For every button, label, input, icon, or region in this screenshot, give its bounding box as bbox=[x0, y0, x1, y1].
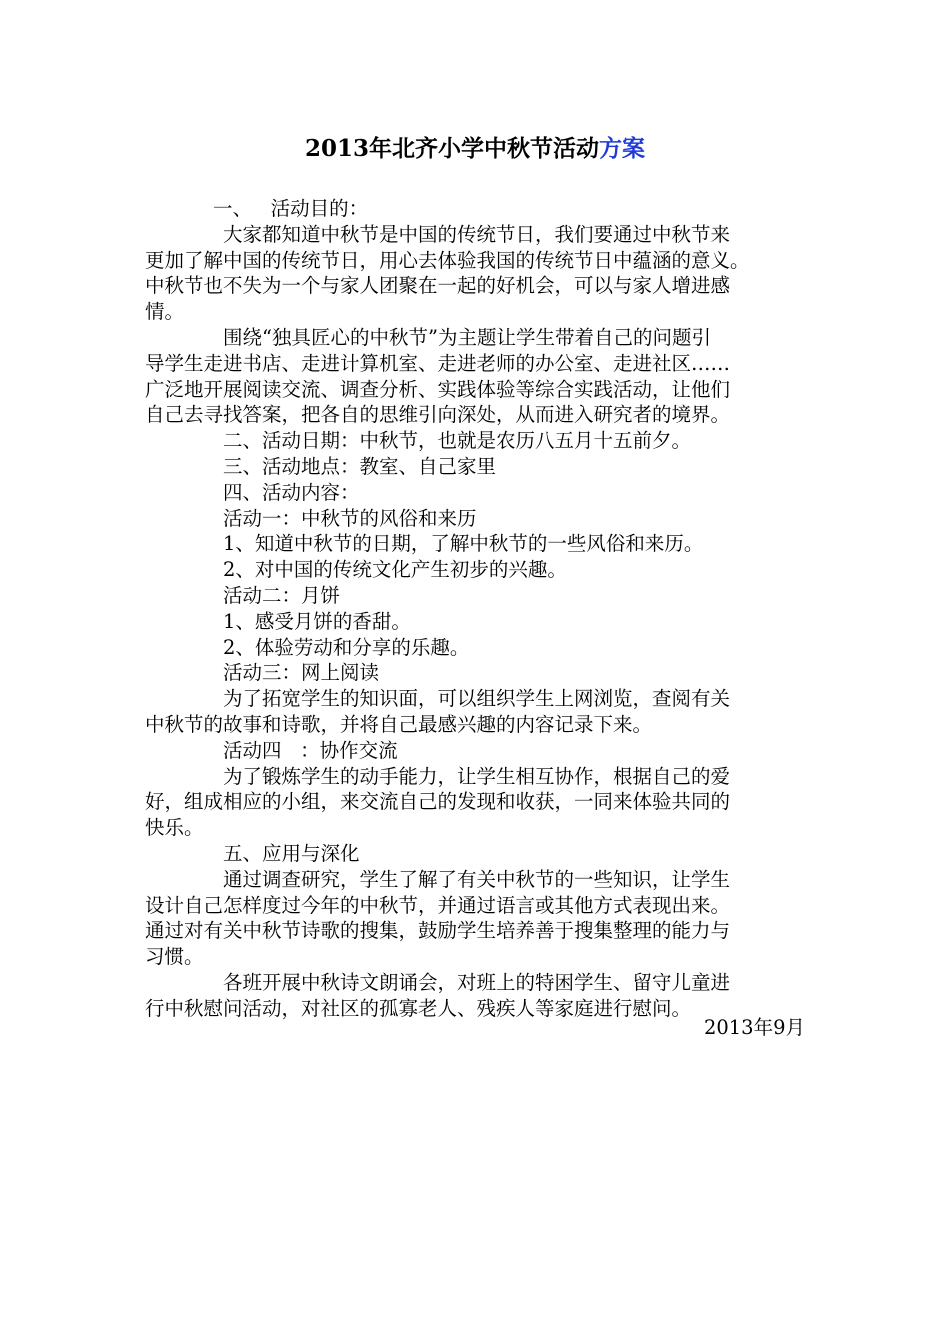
paragraph-line: 好，组成相应的小组，来交流自己的发现和收获，一同来体验共同的 bbox=[145, 790, 731, 814]
paragraph-line: 中秋节的故事和诗歌，并将自己最感兴趣的内容记录下来。 bbox=[145, 712, 653, 736]
section-heading-date: 二、活动日期：中秋节，也就是农历八五月十五前夕。 bbox=[223, 429, 692, 453]
activity-heading: 活动一：中秋节的风俗和来历 bbox=[223, 506, 477, 530]
paragraph-line: 中秋节也不失为一个与家人团聚在一起的好机会，可以与家人增进感 bbox=[145, 274, 731, 298]
document-title bbox=[0, 133, 950, 165]
paragraph-line: 行中秋慰问活动，对社区的孤寡老人、残疾人等家庭进行慰问。 bbox=[145, 996, 692, 1020]
document-date: 2013年9月 bbox=[703, 1016, 805, 1039]
list-item: 2、对中国的传统文化产生初步的兴趣。 bbox=[223, 558, 567, 582]
paragraph-line: 各班开展中秋诗文朗诵会，对班上的特困学生、留守儿童进 bbox=[223, 970, 731, 994]
paragraph-line: 围绕“独具匠心的中秋节”为主题让学生带着自己的问题引 bbox=[223, 325, 711, 349]
list-item: 1、知道中秋节的日期，了解中秋节的一些风俗和来历。 bbox=[223, 532, 704, 556]
paragraph-line: 快乐。 bbox=[145, 816, 204, 840]
paragraph-line: 情。 bbox=[145, 300, 185, 324]
paragraph-line: 为了锻炼学生的动手能力，让学生相互协作，根据自己的爱 bbox=[223, 764, 731, 788]
paragraph-line: 更加了解中国的传统节日，用心去体验我国的传统节日中蕴涵的意义。 bbox=[145, 248, 750, 272]
paragraph-line: 通过对有关中秋节诗歌的搜集，鼓励学生培养善于搜集整理的能力与 bbox=[145, 919, 731, 943]
paragraph-line: 广泛地开展阅读交流、调查分析、实践体验等综合实践活动，让他们 bbox=[145, 377, 731, 401]
paragraph-line: 大家都知道中秋节是中国的传统节日，我们要通过中秋节来 bbox=[223, 222, 731, 246]
section-heading-location: 三、活动地点：教室、自己家里 bbox=[223, 454, 497, 478]
paragraph-line: 习惯。 bbox=[145, 945, 204, 969]
document-body bbox=[145, 196, 810, 1022]
activity-heading: 活动二：月饼 bbox=[223, 583, 341, 607]
section-heading-purpose: 一、 活动目的： bbox=[213, 197, 369, 220]
paragraph-line: 设计自己怎样度过今年的中秋节，并通过语言或其他方式表现出来。 bbox=[145, 893, 731, 917]
title-main: 2013年北齐小学中秋节活动 bbox=[304, 135, 599, 162]
section-heading-application: 五、应用与深化 bbox=[223, 841, 360, 865]
activity-heading: 活动四 ：协作交流 bbox=[223, 738, 398, 762]
list-item: 2、体验劳动和分享的乐趣。 bbox=[223, 635, 470, 659]
paragraph-line: 通过调查研究，学生了解了有关中秋节的一些知识，让学生 bbox=[223, 867, 731, 891]
title-accent: 方案 bbox=[599, 135, 645, 162]
paragraph-line: 导学生走进书店、走进计算机室、走进老师的办公室、走进社区…… bbox=[145, 351, 731, 375]
list-item: 1、感受月饼的香甜。 bbox=[223, 609, 411, 633]
section-heading-content: 四、活动内容： bbox=[223, 480, 360, 504]
paragraph-line: 自己去寻找答案，把各自的思维引向深处，从而进入研究者的境界。 bbox=[145, 403, 731, 427]
paragraph-line: 为了拓宽学生的知识面，可以组织学生上网浏览，查阅有关 bbox=[223, 687, 731, 711]
activity-heading: 活动三：网上阅读 bbox=[223, 661, 380, 685]
